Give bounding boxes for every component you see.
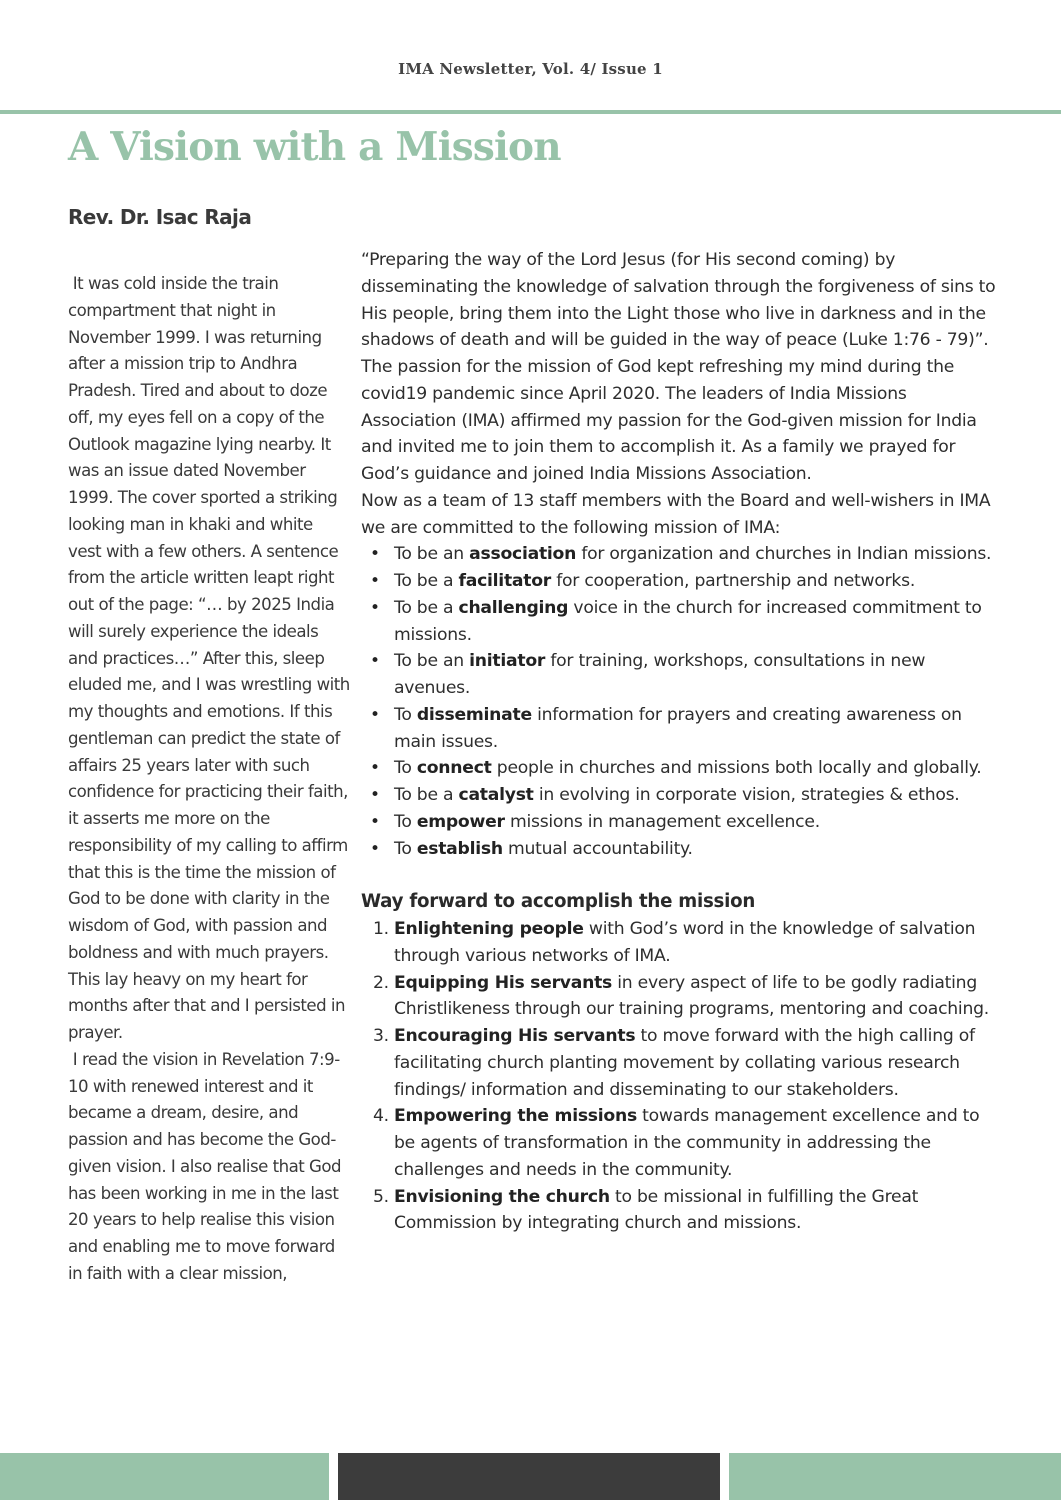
mission-item: • To be a challenging voice in the church for increased commitment to missions. bbox=[361, 595, 1001, 649]
mission-item: • To empower missions in management excellence. bbox=[361, 809, 1001, 836]
way-forward-list bbox=[361, 916, 1001, 1237]
mission-item: • To be a facilitator for cooperation, partnership and networks. bbox=[361, 568, 1001, 595]
right-column bbox=[361, 247, 1001, 1237]
body-paragraph: I read the vision in Revelation 7:9-10 with renewed interest and it became a dream, desire, and passion and has become the God-given vision. I also realise that God has been working in me in the last 20 years to help realise this vision and enabling me to move forward in faith with a clear mission, bbox=[68, 1049, 346, 1283]
mission-list bbox=[361, 541, 1001, 862]
section-heading: Way forward to accomplish the mission bbox=[361, 891, 756, 913]
mission-item: • To disseminate information for prayers and creating awareness on main issues. bbox=[361, 702, 1001, 756]
running-head: IMA Newsletter, Vol. 4/ Issue 1 bbox=[398, 60, 663, 78]
mission-item: • To be a catalyst in evolving in corporate vision, strategies & ethos. bbox=[361, 782, 1001, 809]
left-column bbox=[68, 271, 355, 1288]
way-forward-item: 3. Encouraging His servants to move forward with the high calling of facilitating church planting movement by collating various research findings/ information and disseminating to our stakeholders. bbox=[373, 1026, 975, 1100]
mission-item: • To be an initiator for training, workshops, consultations in new avenues. bbox=[361, 648, 1001, 702]
footer-bar-left bbox=[0, 1453, 329, 1500]
quote-paragraph: “Preparing the way of the Lord Jesus (for His second coming) by disseminating the knowledge of salvation through the forgiveness of sins to His people, bring them into the Light those who live in darkness and in the shadows of death and will be guided in the way of peace (Luke 1:76 - 79)”. bbox=[361, 250, 996, 351]
footer-bar-center bbox=[338, 1453, 720, 1500]
way-forward-item: 5. Envisioning the church to be missional in fulfilling the Great Commission by integrating church and missions. bbox=[373, 1186, 919, 1234]
article-author: Rev. Dr. Isac Raja bbox=[68, 205, 252, 229]
body-paragraph: The passion for the mission of God kept refreshing my mind during the covid19 pandemic since April 2020. The leaders of India Missions Association (IMA) affirmed my passion for the God-given mission for India and invited me to join them to accomplish it. As a family we prayed for God’s guidance and joined India Missions Association. bbox=[361, 357, 977, 484]
mission-item: • To be an association for organization and churches in Indian missions. bbox=[361, 541, 1001, 568]
body-paragraph: It was cold inside the train compartment that night in November 1999. I was returning after a mission trip to Andhra Pradesh. Tired and about to doze off, my eyes fell on a copy of the Outlook magazine lying nearby. It was an issue dated November 1999. The cover sported a striking looking man in khaki and white vest with a few others. A sentence from the article written leapt right out of the page: “… by 2025 India will surely experience the ideals and practices…” After this, sleep eluded me, and I was wrestling with my thoughts and emotions. If this gentleman can predict the state of affairs 25 years later with such confidence for practicing their faith, it asserts me more on the responsibility of my calling to affirm that this is the time the mission of God to be done with clarity in the wisdom of God, with passion and boldness and with much prayers. This lay heavy on my heart for months after that and I persisted in prayer. bbox=[68, 274, 355, 1042]
way-forward-item: 4. Empowering the missions towards management excellence and to be agents of transformation in the community in addressing the challenges and needs in the community. bbox=[373, 1106, 980, 1180]
body-paragraph: Now as a team of 13 staff members with the Board and well-wishers in IMA we are committed to the following mission of IMA: bbox=[361, 490, 991, 538]
way-forward-item: 1. Enlightening people with God’s word in the knowledge of salvation through various networks of IMA. bbox=[373, 919, 976, 966]
article-title: A Vision with a Mission bbox=[68, 124, 561, 170]
mission-item: • To establish mutual accountability. bbox=[361, 836, 1001, 863]
mission-item: • To connect people in churches and missions both locally and globally. bbox=[361, 755, 1001, 782]
footer-bar-right bbox=[729, 1453, 1061, 1500]
header-divider bbox=[0, 110, 1061, 114]
way-forward-item: 2. Equipping His servants in every aspect of life to be godly radiating Christlikeness through our training programs, mentoring and coaching. bbox=[373, 972, 989, 1020]
